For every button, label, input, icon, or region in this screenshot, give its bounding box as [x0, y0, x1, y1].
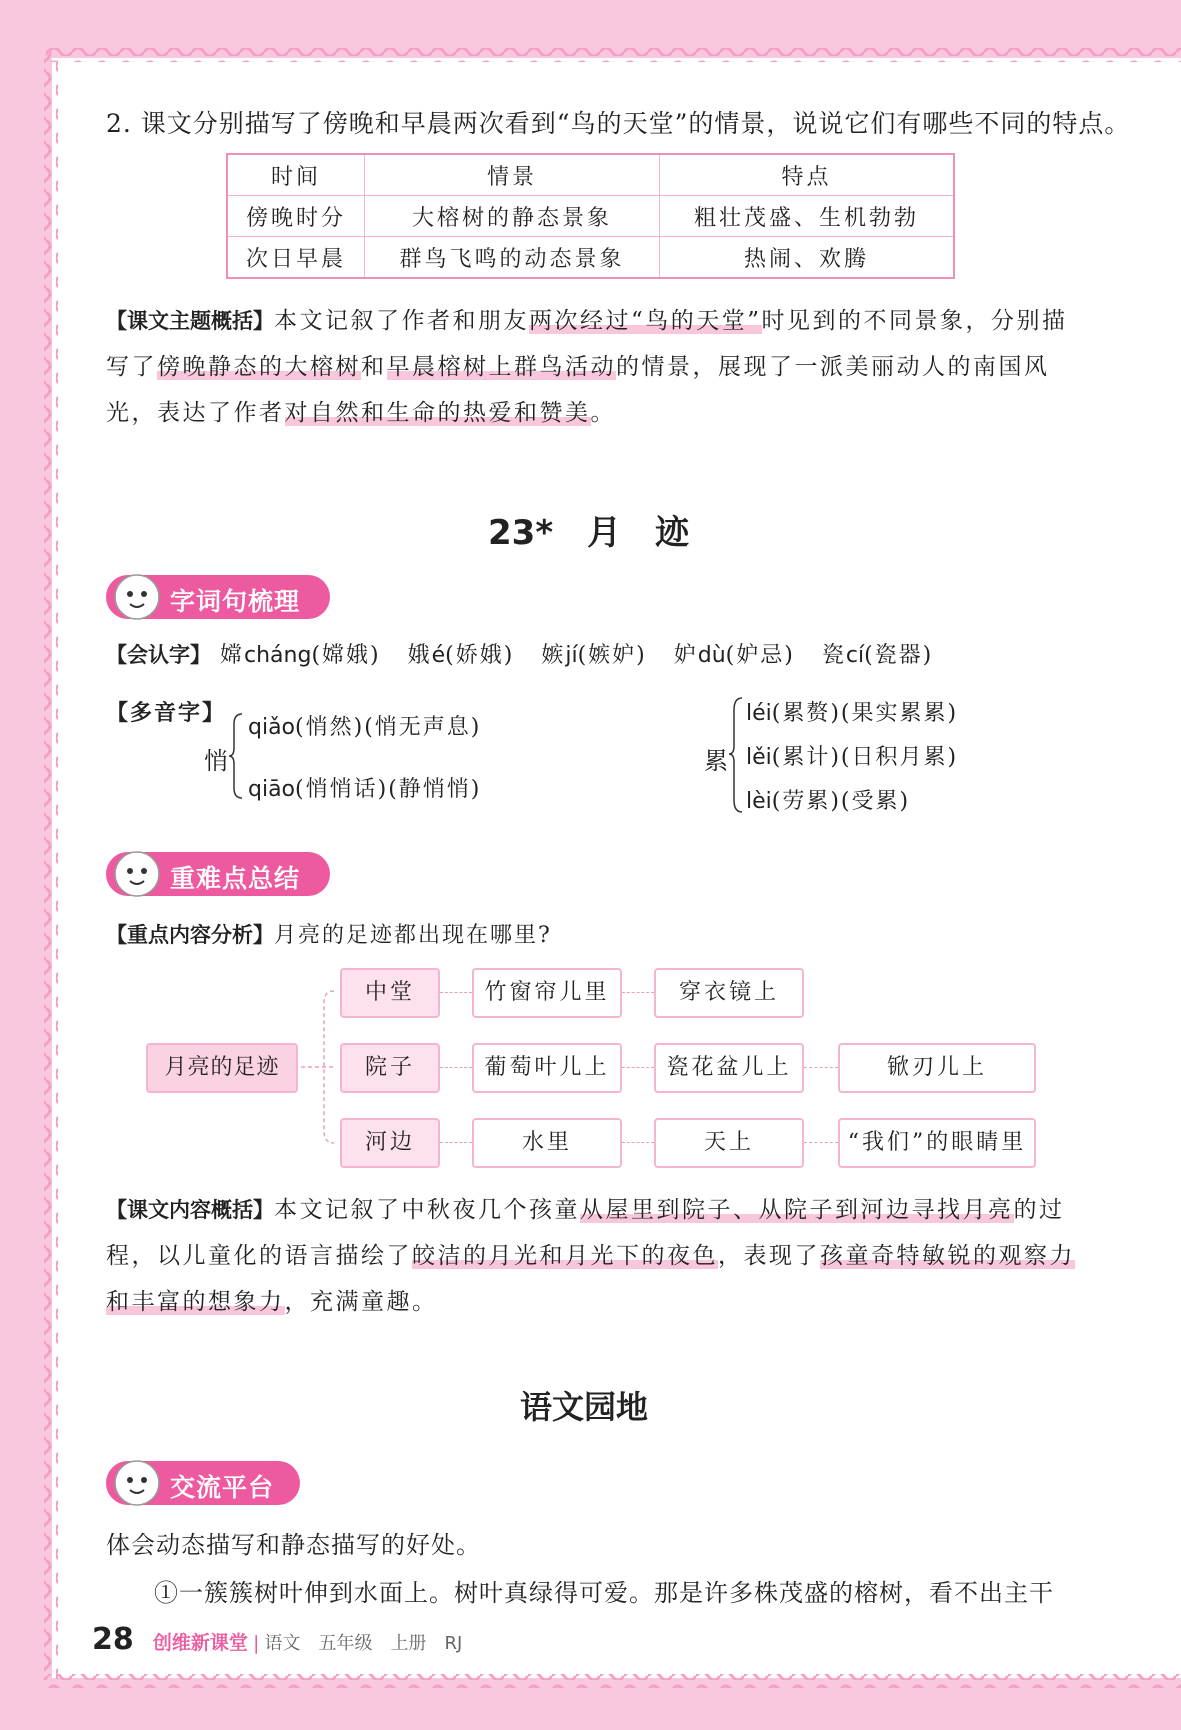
diagram-place: 河边 [340, 1118, 440, 1168]
content-summary: 【课文内容概括】本文记叙了中秋夜几个孩童从屋里到院子、从院子到河边寻找月亮的过程，以儿童化的语言描绘了皎洁的月光和月光下的夜色，表现了孩童奇特敏锐的观察力和丰富的想象力，充满童趣。 [106, 1197, 1075, 1315]
connector-line [440, 992, 472, 993]
diagram-place: 中堂 [340, 968, 440, 1018]
mascot-icon [108, 1453, 166, 1511]
connector-line [622, 1067, 654, 1068]
diagram-item: “我们”的眼睛里 [838, 1118, 1036, 1168]
poly-reading: lèi(劳累)(受累) [746, 789, 911, 814]
brace-icon [228, 712, 244, 800]
connector-line [622, 1142, 654, 1143]
table-cell: 次日早晨 [227, 237, 365, 279]
diagram-item: 葡萄叶儿上 [472, 1043, 622, 1093]
lesson-title: 23* 月 迹 [488, 513, 690, 553]
connector-line [440, 1067, 472, 1068]
table-header: 特点 [660, 154, 955, 196]
polyphonic-tag: 【多音字】 [106, 701, 227, 726]
poly-reading: qiāo(悄悄话)(静悄悄) [248, 777, 482, 802]
mascot-icon [108, 844, 166, 902]
diagram-place: 院子 [340, 1043, 440, 1093]
table-header: 时间 [227, 154, 365, 196]
table-cell: 傍晚时分 [227, 196, 365, 237]
comparison-table [226, 153, 955, 279]
table-row [227, 196, 954, 237]
diagram-item: 竹窗帘儿里 [472, 968, 622, 1018]
table-header-row [227, 154, 954, 196]
exchange-line: ①一簇簇树叶伸到水面上。树叶真绿得可爱。那是许多株茂盛的榕树，看不出主干 [154, 1579, 1054, 1607]
mascot-icon [108, 567, 166, 625]
recognize-item: 嫉jí(嫉妒) [541, 643, 647, 668]
recognize-item: 娥é(娇娥) [407, 643, 515, 668]
poly-reading: léi(累赘)(果实累累) [746, 701, 959, 726]
footer-subject: 语文 五年级 上册 RJ [264, 1633, 463, 1654]
connector-line [804, 1067, 838, 1068]
question-2: 2. 课文分别描写了傍晚和早晨两次看到“鸟的天堂”的情景，说说它们有哪些不同的特点。 [106, 109, 1131, 138]
key-question: 【重点内容分析】月亮的足迹都出现在哪里? [106, 923, 552, 948]
page-footer [92, 1622, 462, 1657]
brand-name: 创维新课堂 [152, 1632, 248, 1654]
recognize-item: 妒dù(妒忌) [673, 643, 795, 668]
table-cell: 热闹、欢腾 [660, 237, 955, 279]
section-exchange-header: 交流平台 [106, 1461, 300, 1505]
recognize-chars: 【会认字】 嫦cháng(嫦娥) 娥é(娇娥) 嫉jí(嫉妒) 妒dù(妒忌) 瓷cí(瓷器) [106, 643, 934, 668]
connector-line [804, 1142, 838, 1143]
poly-reading: qiǎo(悄然)(悄无声息) [248, 715, 482, 740]
diagram-root: 月亮的足迹 [146, 1043, 298, 1093]
poly-char: 悄 [204, 747, 230, 775]
footer-separator: | [252, 1632, 260, 1654]
exchange-line: 体会动态描写和静态描写的好处。 [106, 1531, 481, 1559]
section-key-header: 重难点总结 [106, 852, 330, 896]
table-cell: 大榕树的静态景象 [365, 196, 660, 237]
connector-line [440, 1142, 472, 1143]
table-cell: 群鸟飞鸣的动态景象 [365, 237, 660, 279]
table-cell: 粗壮茂盛、生机勃勃 [660, 196, 955, 237]
poly-char: 累 [704, 747, 730, 775]
brace-icon [728, 696, 744, 814]
poly-reading: lěi(累计)(日积月累) [746, 745, 959, 770]
diagram-item: 穿衣镜上 [654, 968, 804, 1018]
diagram-item: 水里 [472, 1118, 622, 1168]
recognize-item: 瓷cí(瓷器) [821, 643, 934, 668]
section-words-header: 字词句梳理 [106, 575, 330, 619]
theme-summary: 【课文主题概括】本文记叙了作者和朋友两次经过“鸟的天堂”时见到的不同景象，分别描写了傍晚静态的大榕树和早晨榕树上群鸟活动的情景，展现了一派美丽动人的南国风光，表达了作者对自然和生命的热爱和赞美。 [106, 308, 1068, 426]
page-number: 28 [92, 1622, 134, 1657]
diagram-item: 天上 [654, 1118, 804, 1168]
table-header: 情景 [365, 154, 660, 196]
diagram-item: 瓷花盆儿上 [654, 1043, 804, 1093]
recognize-item: 嫦cháng(嫦娥) [220, 643, 381, 668]
connector-line [622, 992, 654, 993]
table-row [227, 237, 954, 279]
diagram-item: 锨刃儿上 [838, 1043, 1036, 1093]
garden-title: 语文园地 [520, 1388, 649, 1426]
